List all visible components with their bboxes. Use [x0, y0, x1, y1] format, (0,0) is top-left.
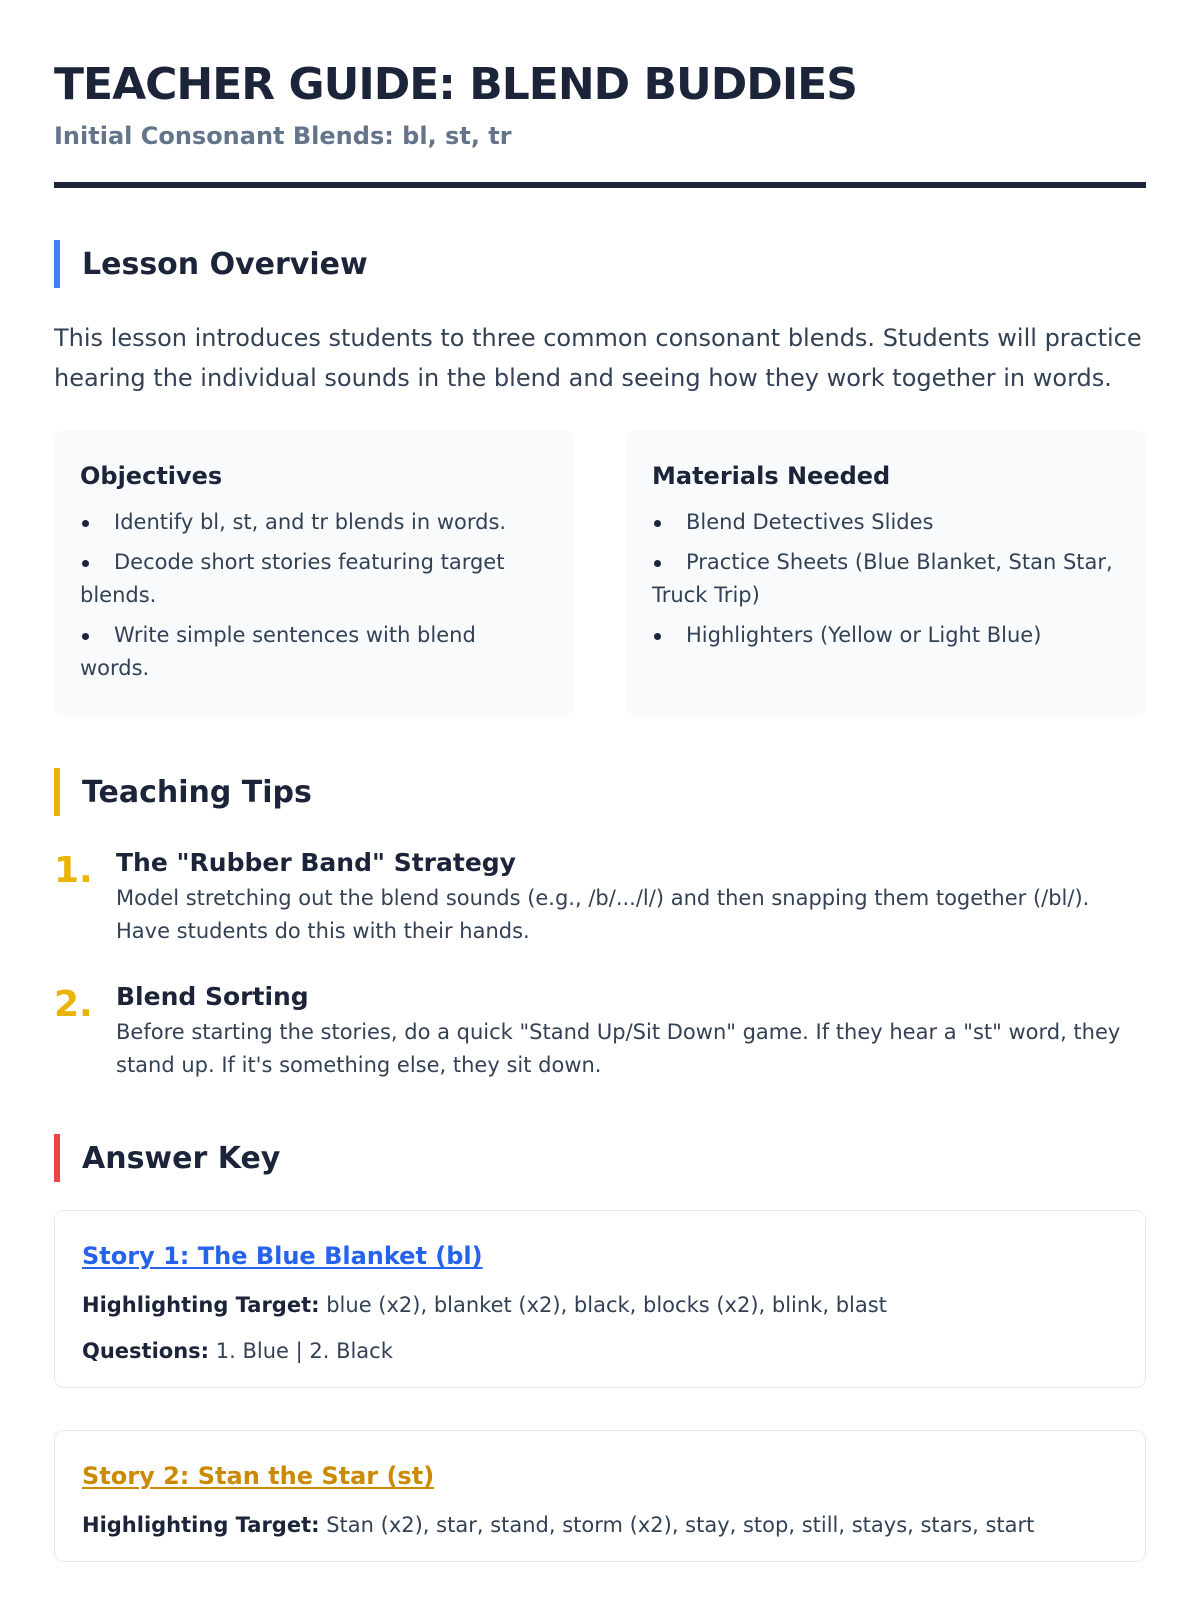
questions-value: 1. Blue | 2. Black — [215, 1339, 393, 1363]
story-card-1 — [54, 1210, 1146, 1388]
highlighting-target-value: blue (x2), blanket (x2), black, blocks (x2), blink, blast — [326, 1293, 887, 1317]
tip-body — [116, 978, 1146, 1082]
section-accent-bar — [54, 768, 60, 816]
story-card-2 — [54, 1430, 1146, 1562]
tip-number: 2. — [54, 984, 93, 1025]
materials-card — [626, 430, 1146, 716]
overview-paragraph: This lesson introduces students to three common consonant blends. Students will practice hearing the individual sounds in the blend and seeing how they work together in words. — [54, 324, 1142, 392]
list-item: Practice Sheets (Blue Blanket, Stan Star, Truck Trip) — [652, 546, 1120, 612]
section-title: Teaching Tips — [82, 774, 312, 810]
section-answer-key — [54, 1134, 1146, 1182]
tip-title: Blend Sorting — [116, 982, 309, 1011]
objectives-list — [80, 506, 548, 685]
page-subtitle: Initial Consonant Blends: bl, st, tr — [54, 122, 512, 150]
story-title-link[interactable]: Story 1: The Blue Blanket (bl) — [82, 1242, 483, 1270]
list-item: Write simple sentences with blend words. — [80, 619, 548, 685]
highlighting-target — [82, 1509, 1118, 1541]
section-title: Lesson Overview — [82, 246, 368, 282]
tip-text: Before starting the stories, do a quick "Stand Up/Sit Down" game. If they hear a "st" word, they stand up. If it's something else, they sit down. — [116, 1020, 1121, 1077]
story-title-link[interactable]: Story 2: Stan the Star (st) — [82, 1462, 435, 1490]
section-title: Answer Key — [82, 1140, 281, 1176]
overview-cards — [54, 430, 1146, 716]
highlighting-target-label: Highlighting Target: — [82, 1293, 320, 1317]
tip-title: The "Rubber Band" Strategy — [116, 848, 516, 877]
materials-list — [652, 506, 1120, 652]
materials-title: Materials Needed — [652, 462, 891, 490]
section-accent-bar — [54, 240, 60, 288]
highlighting-target-value: Stan (x2), star, stand, storm (x2), stay, stop, still, stays, stars, start — [326, 1513, 1035, 1537]
highlighting-target-label: Highlighting Target: — [82, 1513, 320, 1537]
objectives-title: Objectives — [80, 462, 223, 490]
tip-item — [54, 844, 1146, 948]
section-accent-bar — [54, 1134, 60, 1182]
tip-item — [54, 978, 1146, 1082]
title-divider — [54, 182, 1146, 188]
list-item: Decode short stories featuring target blends. — [80, 546, 548, 612]
section-lesson-overview — [54, 240, 1146, 288]
list-item: Identify bl, st, and tr blends in words. — [80, 506, 548, 539]
questions-label: Questions: — [82, 1339, 210, 1363]
highlighting-target — [82, 1289, 1118, 1321]
tip-number: 1. — [54, 850, 93, 891]
questions-answers — [82, 1335, 1118, 1367]
list-item: Blend Detectives Slides — [652, 506, 1120, 539]
section-teaching-tips — [54, 768, 1146, 816]
tip-body — [116, 844, 1146, 948]
list-item: Highlighters (Yellow or Light Blue) — [652, 619, 1120, 652]
objectives-card — [54, 430, 574, 716]
tip-text: Model stretching out the blend sounds (e.g., /b/.../l/) and then snapping them together (/bl/). Have students do this with their hands. — [116, 886, 1090, 943]
page-title: TEACHER GUIDE: BLEND BUDDIES — [54, 59, 857, 110]
